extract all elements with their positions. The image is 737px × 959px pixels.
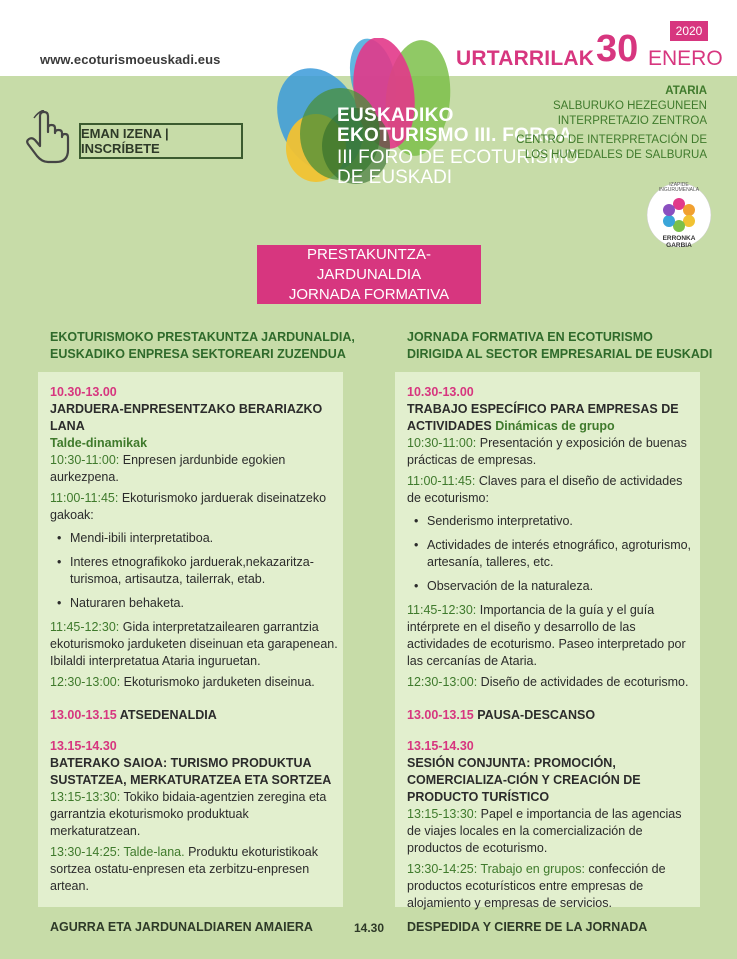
agenda-text: Gida interpretatzailearen garrantzia ekoturismoko jarduketen diseinuan eta garapenean. Ibilaldi interpretatua Ataria inguruetan.	[50, 620, 338, 668]
session-title: TRABAJO ESPECÍFICO PARA EMPRESAS DE ACTIVIDADES	[407, 402, 679, 433]
banner-line2: JORNADA FORMATIVA	[288, 285, 450, 303]
agenda-time: 12:30-13:00:	[407, 675, 478, 689]
agenda-text: Enpresen jardunbide egokien aurkezpena.	[50, 453, 286, 484]
agenda-item	[50, 619, 340, 670]
list-item: • Mendi-ibili interpretatiboa.	[70, 530, 340, 547]
agenda-text: Ekoturismoko jarduerak diseinatzeko gakoak:	[50, 491, 327, 522]
break-time: 13.00-13.15	[407, 708, 474, 722]
list-item: • Observación de la naturaleza.	[427, 578, 697, 595]
right-heading-line2: DIRIGIDA AL SECTOR EMPRESARIAL DE EUSKADI	[407, 347, 713, 361]
date-month-eu: URTARRILAK	[456, 47, 595, 70]
website-link[interactable]: www.ecoturismoeuskadi.eus	[40, 52, 221, 67]
agenda-item	[50, 844, 340, 895]
agenda-text: confección de productos ecoturísticos entre empresas de alojamiento y empresas de servicios.	[407, 862, 666, 910]
break-item	[407, 707, 697, 724]
agenda-text: Presentación y exposición de buenas prácticas de empresas.	[407, 436, 687, 467]
agenda-time: 11:00-11:45:	[407, 474, 476, 488]
agenda-text: Papel e importancia de las agencias de viajes locales en la comercialización de productos de ecoturismo.	[407, 807, 682, 855]
register-button[interactable]: EMAN IZENA | INSCRÍBETE	[79, 123, 243, 159]
event-type-banner	[257, 245, 481, 304]
sustainability-badge	[646, 182, 712, 253]
agenda-item	[407, 806, 697, 857]
agenda-item	[407, 473, 697, 507]
agenda-text: Ekoturismoko jarduketen diseinua.	[120, 675, 315, 689]
list-item: • Naturaren behaketa.	[70, 595, 340, 612]
break-label: PAUSA-DESCANSO	[473, 708, 596, 722]
agenda-item	[50, 789, 340, 840]
agenda-time: 10:30-11:00:	[407, 436, 477, 450]
left-program	[50, 384, 340, 895]
agenda-label: Talde-lana.	[120, 845, 185, 859]
agenda-text: Produktu ekoturistikoak sortzea ostatu-enpresen eta zerbitzu-enpresen artean.	[50, 845, 319, 893]
agenda-text: Claves para el diseño de actividades de ecoturismo:	[407, 474, 683, 505]
session-time: 13.15-14.30	[50, 739, 117, 753]
badge-text-top: IZAPIDE INGURUMENALA	[658, 182, 700, 193]
list-item: • Actividades de interés etnográfico, agroturismo, artesanía, talleres, etc.	[427, 537, 697, 571]
agenda-time: 12:30-13:00:	[50, 675, 121, 689]
agenda-time: 13:15-13:30:	[407, 807, 478, 821]
agenda-time: 11:45-12:30:	[50, 620, 120, 634]
agenda-time: 10:30-11:00:	[50, 453, 120, 467]
agenda-time: 11:00-11:45:	[50, 491, 119, 505]
agenda-item	[50, 490, 340, 524]
pointer-hand-icon	[22, 110, 72, 171]
session-time: 10.30-13.00	[50, 385, 117, 399]
logo-line4: DE EUSKADI	[337, 167, 453, 188]
venue-eu-line1: SALBURUKO HEZEGUNEEN	[552, 100, 707, 112]
bullet-list	[50, 530, 340, 612]
agenda-item	[50, 674, 340, 691]
session-title: BATERAKO SAIOA: TURISMO PRODUKTUA SUSTATZEA, MERKATURATZEA ETA SORTZEA	[50, 756, 332, 787]
agenda-item	[407, 602, 697, 670]
venue-info	[516, 84, 707, 163]
agenda-label: Trabajo en grupos:	[477, 862, 585, 876]
agenda-item	[407, 435, 697, 469]
session-time: 10.30-13.00	[407, 385, 474, 399]
year-badge: 2020	[670, 21, 708, 41]
badge-text-bottom: ERRONKA GARBIA	[662, 235, 696, 249]
break-item	[50, 707, 340, 724]
logo-line2: EKOTURISMO III. FOROA	[337, 125, 573, 146]
venue-es-line2: LOS HUMEDALES DE SALBURUA	[524, 149, 707, 161]
closing-time: 14.30	[354, 921, 385, 935]
closing-label-eu: AGURRA ETA JARDUNALDIAREN AMAIERA	[50, 920, 313, 934]
venue-eu-line2: INTERPRETAZIO ZENTROA	[557, 115, 707, 127]
session-title: JARDUERA-ENPRESENTZAKO BERARIAZKO LANA	[50, 402, 323, 433]
venue-name: ATARIA	[665, 85, 707, 97]
list-item: • Senderismo interpretativo.	[427, 513, 697, 530]
agenda-time: 13:30-14:25:	[50, 845, 121, 859]
session-title: SESIÓN CONJUNTA: PROMOCIÓN, COMERCIALIZA-CIÓN Y CREACIÓN DE PRODUCTO TURÍSTICO	[407, 756, 641, 804]
session-subtitle: Dinámicas de grupo	[495, 419, 615, 433]
agenda-text: Diseño de actividades de ecoturismo.	[477, 675, 689, 689]
session-time: 13.15-14.30	[407, 739, 474, 753]
banner-line1: PRESTAKUNTZA-JARDUNALDIA	[307, 245, 431, 283]
agenda-time: 13:15-13:30:	[50, 790, 121, 804]
list-item: • Interes etnografikoko jarduerak,nekazaritza-turismoa, artisautza, tailerrak, etab.	[70, 554, 340, 588]
right-heading	[407, 329, 712, 363]
logo-line1: EUSKADIKO	[337, 105, 454, 126]
right-program	[407, 384, 697, 912]
venue-es-line1: CENTRO DE INTERPRETACIÓN DE	[516, 134, 707, 146]
closing-label-es: DESPEDIDA Y CIERRE DE LA JORNADA	[407, 920, 648, 934]
agenda-item	[407, 674, 697, 691]
agenda-time: 13:30-14:25:	[407, 862, 478, 876]
agenda-item	[50, 452, 340, 486]
left-heading-line2: EUSKADIKO ENPRESA SEKTOREARI ZUZENDUA	[50, 347, 346, 361]
agenda-text: Tokiko bidaia-agentzien zeregina eta garrantzia ekoturismoko produktuak merkaturatzean.	[50, 790, 327, 838]
date-month-es: ENERO	[648, 47, 723, 70]
break-time: 13.00-13.15	[50, 708, 117, 722]
agenda-text: Importancia de la guía y el guía intérprete en el diseño y desarrollo de las actividades de ecoturismo. Paseo interpretado por las cercanías de Ataria.	[407, 603, 686, 668]
bullet-list	[407, 513, 697, 595]
logo-line3: III FORO DE ECOTURISMO	[337, 147, 579, 168]
break-label: ATSEDENALDIA	[116, 708, 217, 722]
agenda-item	[407, 861, 697, 912]
right-heading-line1: JORNADA FORMATIVA EN ECOTURISMO	[407, 330, 653, 344]
left-heading	[50, 329, 355, 363]
session-subtitle: Talde-dinamikak	[50, 436, 148, 450]
date-day: 30	[596, 28, 639, 70]
left-heading-line1: EKOTURISMOKO PRESTAKUNTZA JARDUNALDIA,	[50, 330, 355, 344]
agenda-time: 11:45-12:30:	[407, 603, 477, 617]
